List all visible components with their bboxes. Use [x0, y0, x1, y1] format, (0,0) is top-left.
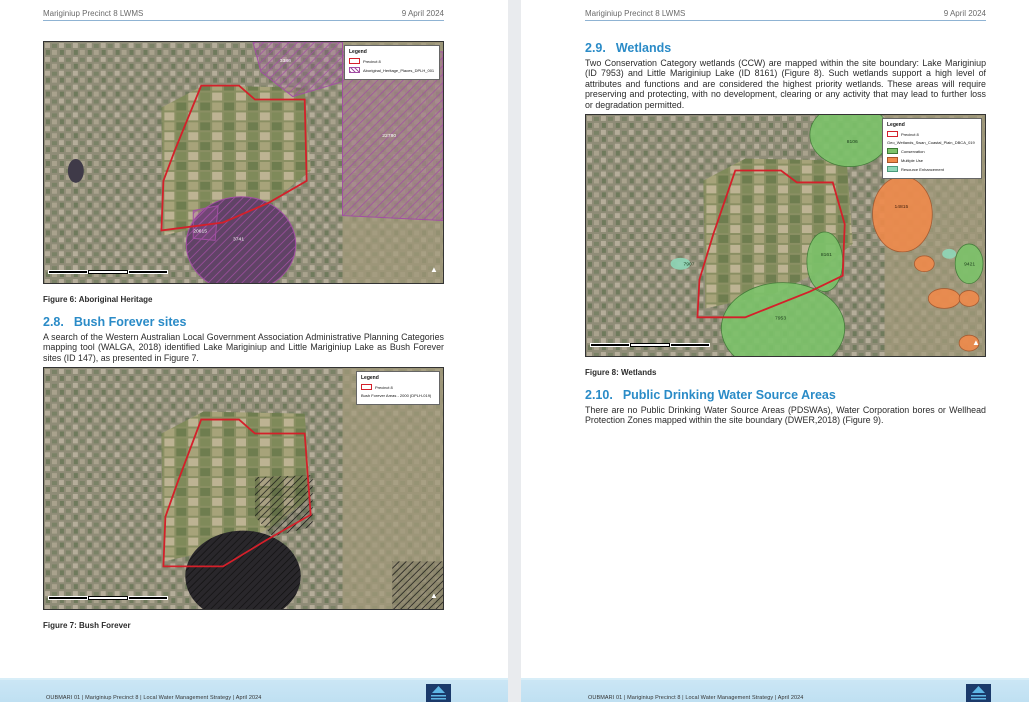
svg-text:14815: 14815 [894, 205, 909, 211]
legend-swatch [349, 67, 360, 73]
figure-caption: Figure 7: Bush Forever [43, 621, 131, 630]
legend-item-multiple-use [887, 157, 977, 163]
legend-label: Bush Forever Areas - 2000 (DPLH-019) [361, 393, 432, 398]
water-logo-icon [426, 684, 451, 702]
scale-bar [590, 343, 710, 347]
page-footer [0, 678, 508, 702]
water-logo-icon [966, 684, 991, 702]
section-number: 2.9. [585, 41, 606, 55]
figure-wetlands-map [585, 114, 986, 357]
section-number: 2.8. [43, 315, 64, 329]
legend-label: Multiple Use [901, 157, 924, 163]
section-heading [43, 315, 186, 329]
figure-aboriginal-heritage-map [43, 41, 444, 284]
section-paragraph: Two Conservation Category wetlands (CCW) are mapped within the site boundary: Lake Mariginiup (ID 7953) and Little Mariginiup Lake (ID 8161) (Figure 8). Such wetlands support a high level of attributes and functions and are considered the highest priority wetlands. These areas will require preserving and protecting, with no development, clearing or any activity that may lead to further loss or degradation permitted. [585, 58, 986, 110]
legend-item-resource-enhancement [887, 166, 977, 172]
section-heading [585, 41, 671, 55]
figure-caption: Figure 6: Aboriginal Heritage [43, 295, 153, 304]
svg-text:8161: 8161 [820, 252, 832, 258]
header-date: 9 April 2024 [943, 9, 986, 18]
page-header [43, 9, 444, 21]
legend-swatch [361, 384, 372, 390]
legend-label: Precinct 8 [375, 384, 393, 390]
legend-item-bush-forever [361, 393, 435, 398]
header-date: 9 April 2024 [401, 9, 444, 18]
left-page [0, 0, 508, 702]
legend-swatch [887, 148, 898, 154]
svg-text:9421: 9421 [964, 262, 976, 268]
section-number: 2.10. [585, 388, 613, 402]
legend-label: Precinct 8 [363, 58, 381, 64]
section-title: Bush Forever sites [73, 315, 187, 329]
svg-text:7953: 7953 [775, 316, 787, 322]
legend-item-wetlands-layer [887, 140, 977, 145]
section-paragraph: There are no Public Drinking Water Source Areas (PDSWAs), Water Corporation bores or Wellhead Protection Zones mapped within the site boundary (DWER,2018) (Figure 9). [585, 405, 986, 426]
section-title: Public Drinking Water Source Areas [622, 388, 836, 402]
figure-caption: Figure 8: Wetlands [585, 368, 657, 377]
right-page [521, 0, 1029, 702]
legend-item-conservation [887, 148, 977, 154]
legend-title: Legend [361, 375, 379, 381]
section-paragraph: A search of the Western Australian Local Government Association Administrative Planning Categories mapping tool (WALGA, 2018) identified Lake Mariginiup and Little Mariginiup Lake as Bush Forever sites (ID 147), as presented in Figure 7. [43, 332, 444, 363]
svg-text:3741: 3741 [233, 237, 245, 243]
svg-text:7907: 7907 [683, 262, 695, 268]
map-legend [344, 45, 440, 80]
scale-bar [48, 270, 168, 274]
legend-item-precinct [349, 58, 435, 64]
legend-title: Legend [349, 49, 367, 55]
figure-bush-forever-map [43, 367, 444, 610]
svg-text:8106: 8106 [846, 139, 858, 145]
page-header [585, 9, 986, 21]
legend-label: Conservation [901, 148, 925, 154]
legend-swatch [887, 131, 898, 137]
section-title: Wetlands [615, 41, 672, 55]
footer-text: OUBMARI 01 | Mariginiup Precinct 8 | Local Water Management Strategy | April 2024 [46, 695, 262, 701]
legend-item-heritage [349, 67, 435, 73]
legend-item-precinct [361, 384, 435, 390]
svg-text:3386: 3386 [279, 58, 291, 64]
svg-text:20615: 20615 [193, 229, 208, 235]
page-footer [521, 678, 1029, 702]
north-arrow-icon: ▲ [430, 591, 438, 600]
legend-label: Precinct 8 [901, 131, 919, 137]
legend-title: Legend [887, 122, 905, 128]
section-heading [585, 388, 836, 402]
north-arrow-icon: ▲ [430, 265, 438, 274]
legend-swatch [349, 58, 360, 64]
legend-swatch [887, 157, 898, 163]
legend-label: Aboriginal_Heritage_Places_DPLH_001 [363, 67, 435, 73]
north-arrow-icon: ▲ [972, 338, 980, 347]
footer-text: OUBMARI 01 | Mariginiup Precinct 8 | Local Water Management Strategy | April 2024 [588, 695, 804, 701]
map-legend [882, 118, 982, 179]
header-title: Mariginiup Precinct 8 LWMS [43, 9, 144, 18]
header-title: Mariginiup Precinct 8 LWMS [585, 9, 686, 18]
legend-label: Geo_Wetlands_Swan_Coastal_Plain_DBCA_019 [887, 140, 975, 145]
svg-text:22780: 22780 [382, 134, 397, 140]
legend-item-precinct [887, 131, 977, 137]
scale-bar [48, 596, 168, 600]
legend-label: Resource Enhancement [901, 166, 944, 172]
map-legend [356, 371, 440, 405]
legend-swatch [887, 166, 898, 172]
